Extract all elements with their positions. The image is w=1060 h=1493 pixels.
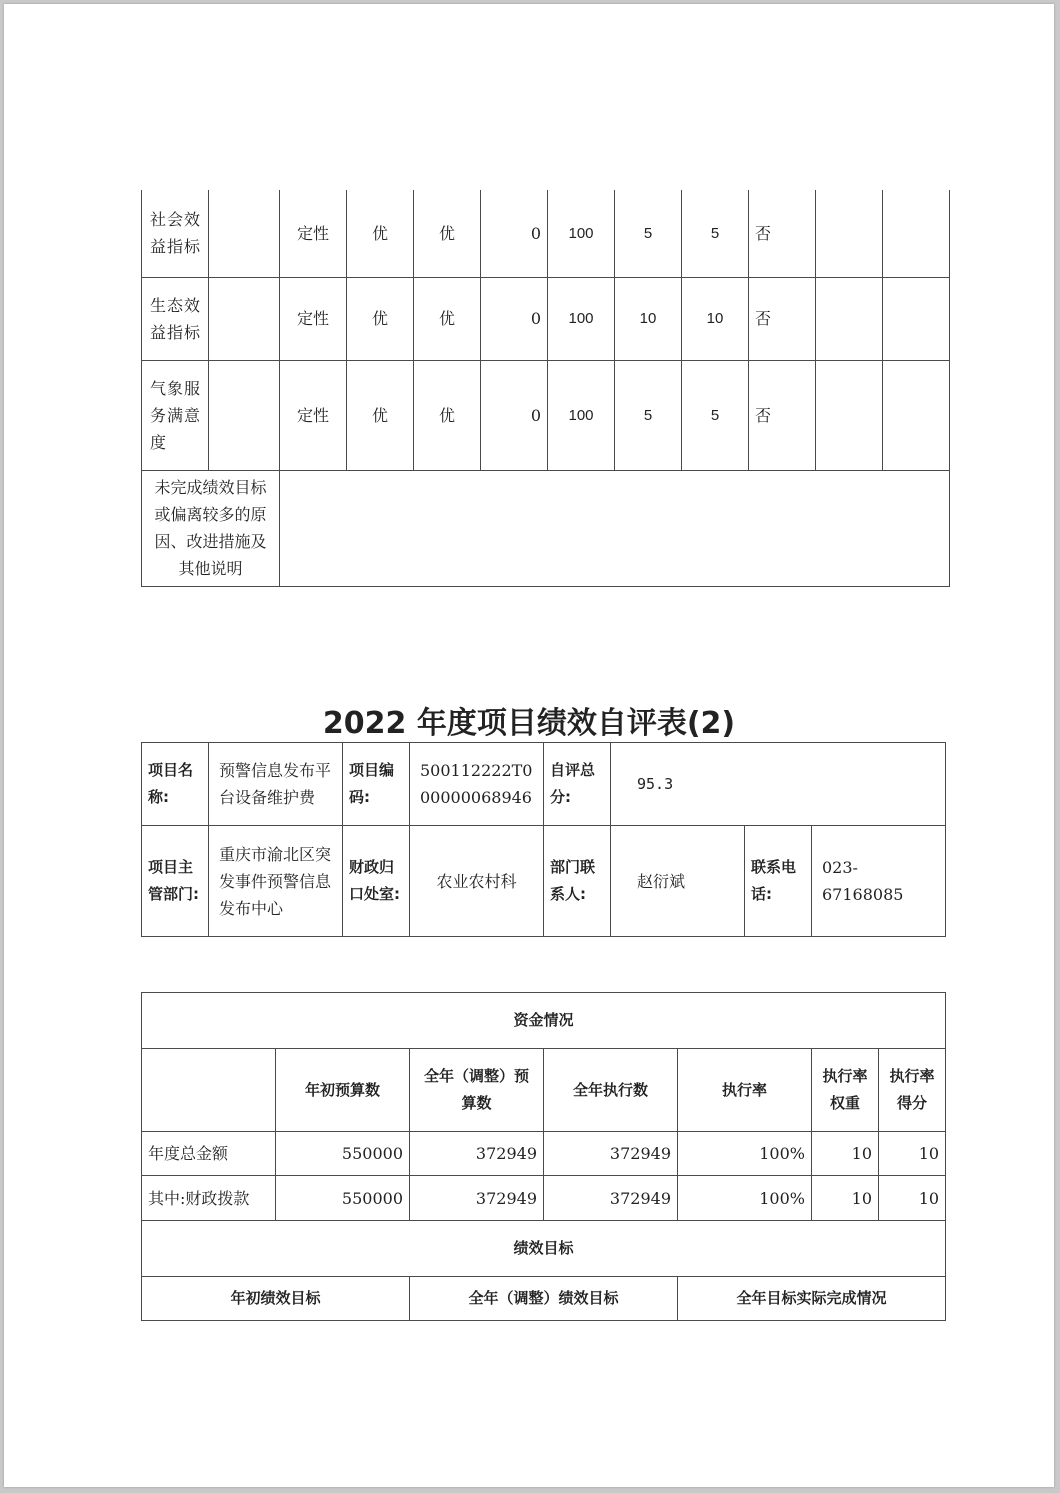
indicator-nature: 定性 (280, 277, 347, 360)
table-row (142, 190, 950, 277)
indicator-deviated: 否 (749, 190, 816, 277)
header-initial-goal: 年初绩效目标 (142, 1277, 410, 1321)
indicator-deviation: 0 (481, 360, 548, 470)
contact-label: 部门联系人: (544, 826, 611, 937)
funds-section-title: 资金情况 (142, 993, 946, 1049)
indicator-weight: 10 (615, 277, 682, 360)
project-code-label: 项目编码: (343, 743, 410, 826)
dept-label: 项目主管部门: (142, 826, 209, 937)
indicator-weight: 5 (615, 360, 682, 470)
table-row (142, 993, 946, 1049)
indicator-actual: 优 (414, 277, 481, 360)
fund-weight: 10 (812, 1176, 879, 1221)
explanation-label: 未完成绩效目标或偏离较多的原因、改进措施及其他说明 (142, 470, 280, 586)
fund-executed: 372949 (544, 1176, 678, 1221)
project-name-label: 项目名称: (142, 743, 209, 826)
table-row (142, 743, 946, 826)
header-rate-score: 执行率得分 (879, 1049, 946, 1132)
indicator-score: 5 (682, 190, 749, 277)
table-row (142, 1176, 946, 1221)
indicator-rate: 100 (548, 277, 615, 360)
fund-weight: 10 (812, 1132, 879, 1176)
indicator-target: 优 (347, 277, 414, 360)
header-rate-weight: 执行率权重 (812, 1049, 879, 1132)
indicator-name: 生态效益指标 (142, 277, 209, 360)
header-adjusted-budget: 全年（调整）预算数 (410, 1049, 544, 1132)
fund-rate: 100% (678, 1176, 812, 1221)
indicator-nature: 定性 (280, 360, 347, 470)
explanation-content (280, 470, 950, 586)
self-score: 95.3 (611, 743, 946, 826)
funds-table (141, 992, 946, 1321)
fund-adjusted: 372949 (410, 1176, 544, 1221)
fund-score: 10 (879, 1132, 946, 1176)
office: 农业农村科 (410, 826, 544, 937)
fund-row-label: 年度总金额 (142, 1132, 276, 1176)
contact: 赵衍斌 (611, 826, 745, 937)
fund-rate: 100% (678, 1132, 812, 1176)
header-actual-completion: 全年目标实际完成情况 (678, 1277, 946, 1321)
fund-score: 10 (879, 1176, 946, 1221)
indicator-weight: 5 (615, 190, 682, 277)
office-label: 财政归口处室: (343, 826, 410, 937)
table-row (142, 277, 950, 360)
project-name: 预警信息发布平台设备维护费 (209, 743, 343, 826)
fund-executed: 372949 (544, 1132, 678, 1176)
indicator-score: 5 (682, 360, 749, 470)
indicator-actual: 优 (414, 190, 481, 277)
header-initial-budget: 年初预算数 (276, 1049, 410, 1132)
indicator-target: 优 (347, 360, 414, 470)
header-rate: 执行率 (678, 1049, 812, 1132)
header-adjusted-goal: 全年（调整）绩效目标 (410, 1277, 678, 1321)
document-page (4, 4, 1054, 1487)
phone-label: 联系电话: (745, 826, 812, 937)
indicator-table (141, 190, 950, 587)
fund-initial: 550000 (276, 1176, 410, 1221)
indicator-rate: 100 (548, 190, 615, 277)
table-row (142, 470, 950, 586)
table-row (142, 360, 950, 470)
table-row (142, 1049, 946, 1132)
fund-initial: 550000 (276, 1132, 410, 1176)
goals-section-title: 绩效目标 (142, 1221, 946, 1277)
header-executed: 全年执行数 (544, 1049, 678, 1132)
phone: 023-67168085 (812, 826, 946, 937)
indicator-nature: 定性 (280, 190, 347, 277)
dept: 重庆市渝北区突发事件预警信息发布中心 (209, 826, 343, 937)
indicator-deviation: 0 (481, 190, 548, 277)
indicator-score: 10 (682, 277, 749, 360)
table-row (142, 826, 946, 937)
indicator-deviated: 否 (749, 277, 816, 360)
table-row (142, 1132, 946, 1176)
indicator-actual: 优 (414, 360, 481, 470)
indicator-deviation: 0 (481, 277, 548, 360)
indicator-name: 社会效益指标 (142, 190, 209, 277)
indicator-target: 优 (347, 190, 414, 277)
fund-adjusted: 372949 (410, 1132, 544, 1176)
project-code: 500112222T000000068946 (410, 743, 544, 826)
table-row (142, 1221, 946, 1277)
form-title: 2022 年度项目绩效自评表(2) (322, 706, 736, 741)
table-row (142, 1277, 946, 1321)
self-score-label: 自评总分: (544, 743, 611, 826)
project-info-table (141, 742, 946, 937)
fund-row-label: 其中:财政拨款 (142, 1176, 276, 1221)
indicator-deviated: 否 (749, 360, 816, 470)
indicator-rate: 100 (548, 360, 615, 470)
indicator-name: 气象服务满意度 (142, 360, 209, 470)
